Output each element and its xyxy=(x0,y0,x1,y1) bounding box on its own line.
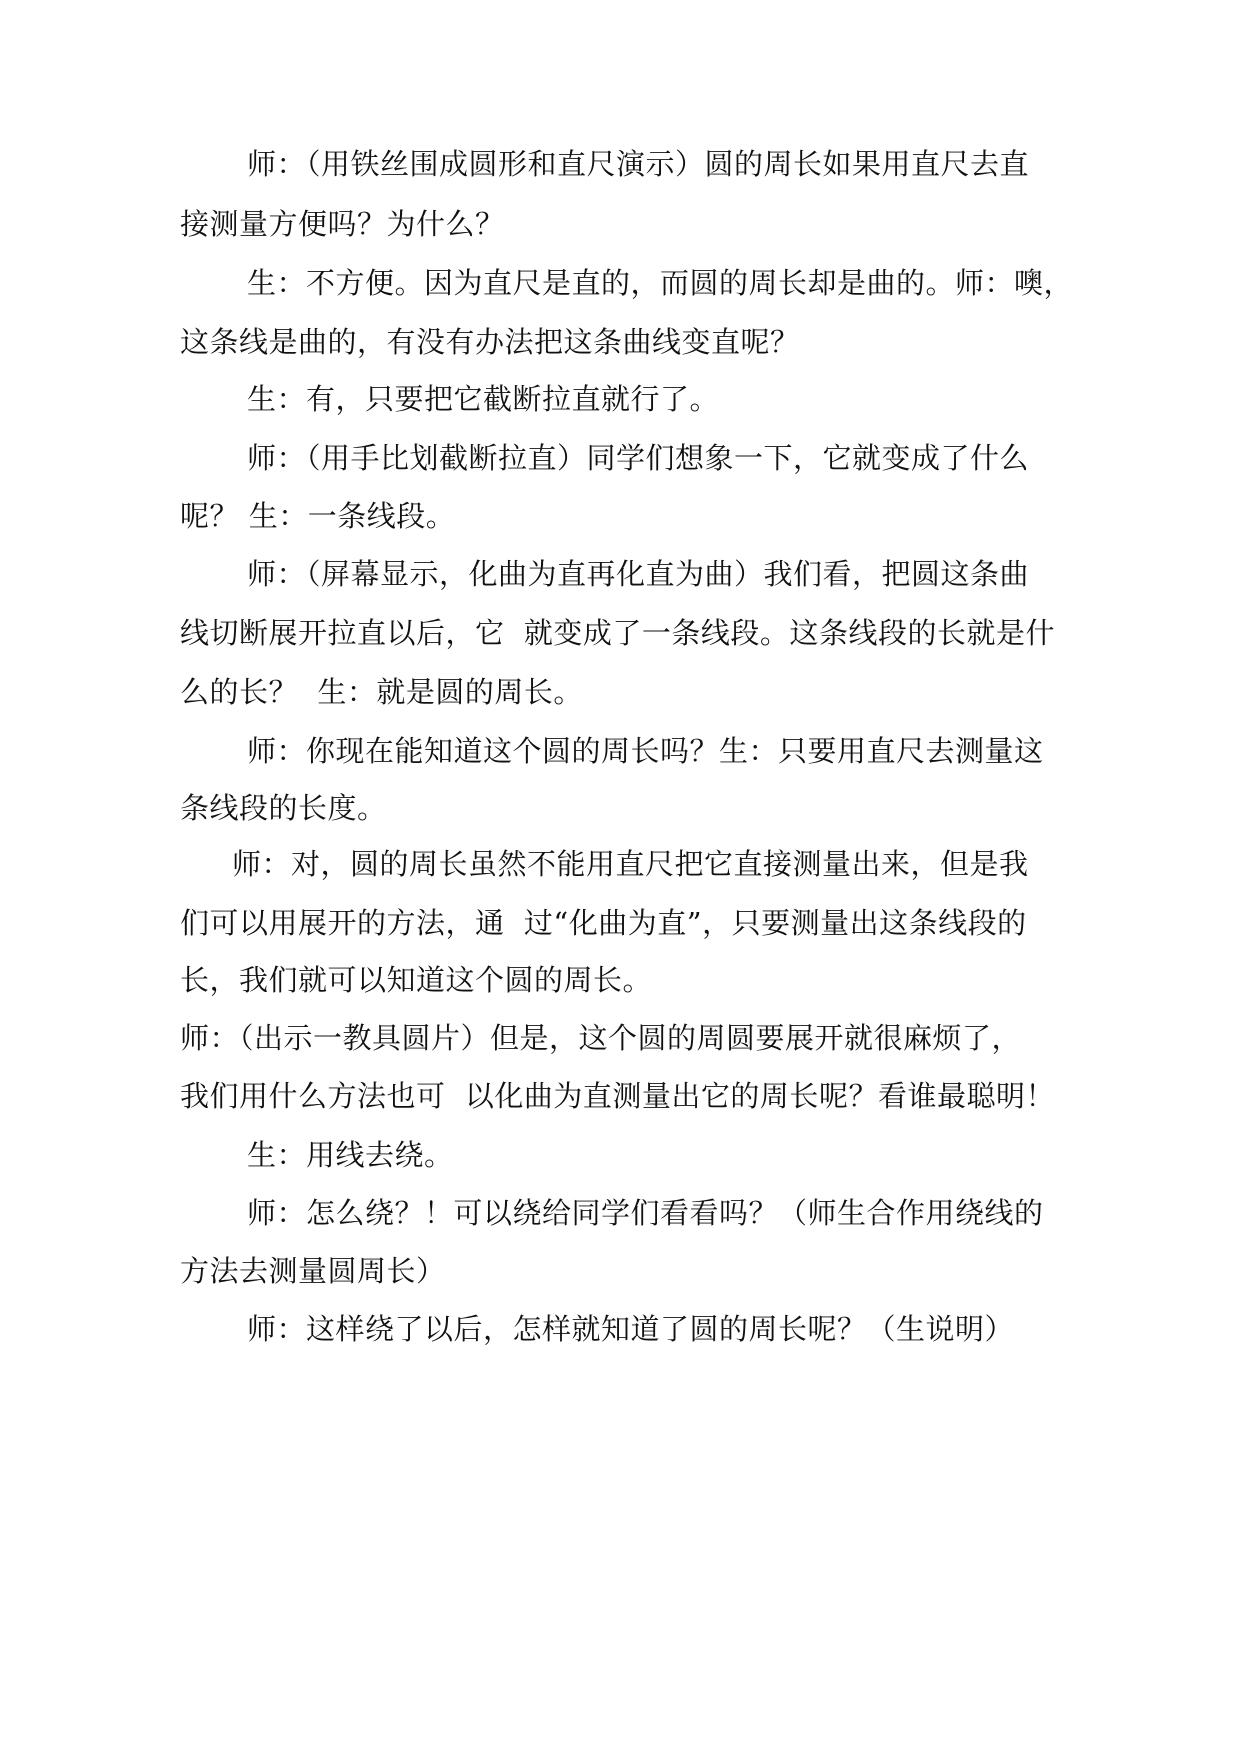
text-line: 生：有，只要把它截断拉直就行了。 xyxy=(247,382,720,416)
text-line: 师：（屏幕显示，化曲为直再化直为曲）我们看，把圆这条曲 xyxy=(247,557,1030,591)
text-line: 么的长？ 生：就是圆的周长。 xyxy=(180,675,583,709)
text-line: 师：（用手比划截断拉直）同学们想象一下，它就变成了什么 xyxy=(247,441,1030,475)
text-line: 条线段的长度。 xyxy=(180,791,387,825)
text-line: 我们用什么方法也可 以化曲为直测量出它的周长呢？看谁最聪明！ xyxy=(180,1079,1055,1113)
text-line: 方法去测量圆周长） xyxy=(180,1254,446,1288)
text-line: 接测量方便吗？为什么？ xyxy=(180,207,505,241)
text-line: 这条线是曲的，有没有办法把这条曲线变直呢？ xyxy=(180,325,800,359)
text-line: 师：你现在能知道这个圆的周长吗？生：只要用直尺去测量这 xyxy=(247,734,1044,768)
text-line: 师：（出示一教具圆片）但是，这个圆的周圆要展开就很麻烦了， xyxy=(180,1021,1022,1055)
text-line: 呢？ 生：一条线段。 xyxy=(180,499,456,533)
text-line: 们可以用展开的方法，通 过“化曲为直”，只要测量出这条线段的 xyxy=(180,906,1027,940)
text-line: 线切断展开拉直以后，它 就变成了一条线段。这条线段的长就是什 xyxy=(180,616,1055,650)
text-line: 生：不方便。因为直尺是直的，而圆的周长却是曲的。师：噢， xyxy=(247,266,1074,300)
text-line: 长，我们就可以知道这个圆的周长。 xyxy=(180,963,653,997)
text-line: 师：这样绕了以后，怎样就知道了圆的周长呢？（生说明） xyxy=(247,1312,1015,1346)
text-line: 师：（用铁丝围成圆形和直尺演示）圆的周长如果用直尺去直 xyxy=(247,147,1030,181)
text-line: 师：对，圆的周长虽然不能用直尺把它直接测量出来，但是我 xyxy=(232,847,1029,881)
text-line: 师：怎么绕？！可以绕给同学们看看吗？（师生合作用绕线的 xyxy=(247,1196,1044,1230)
text-line: 生：用线去绕。 xyxy=(247,1138,454,1172)
